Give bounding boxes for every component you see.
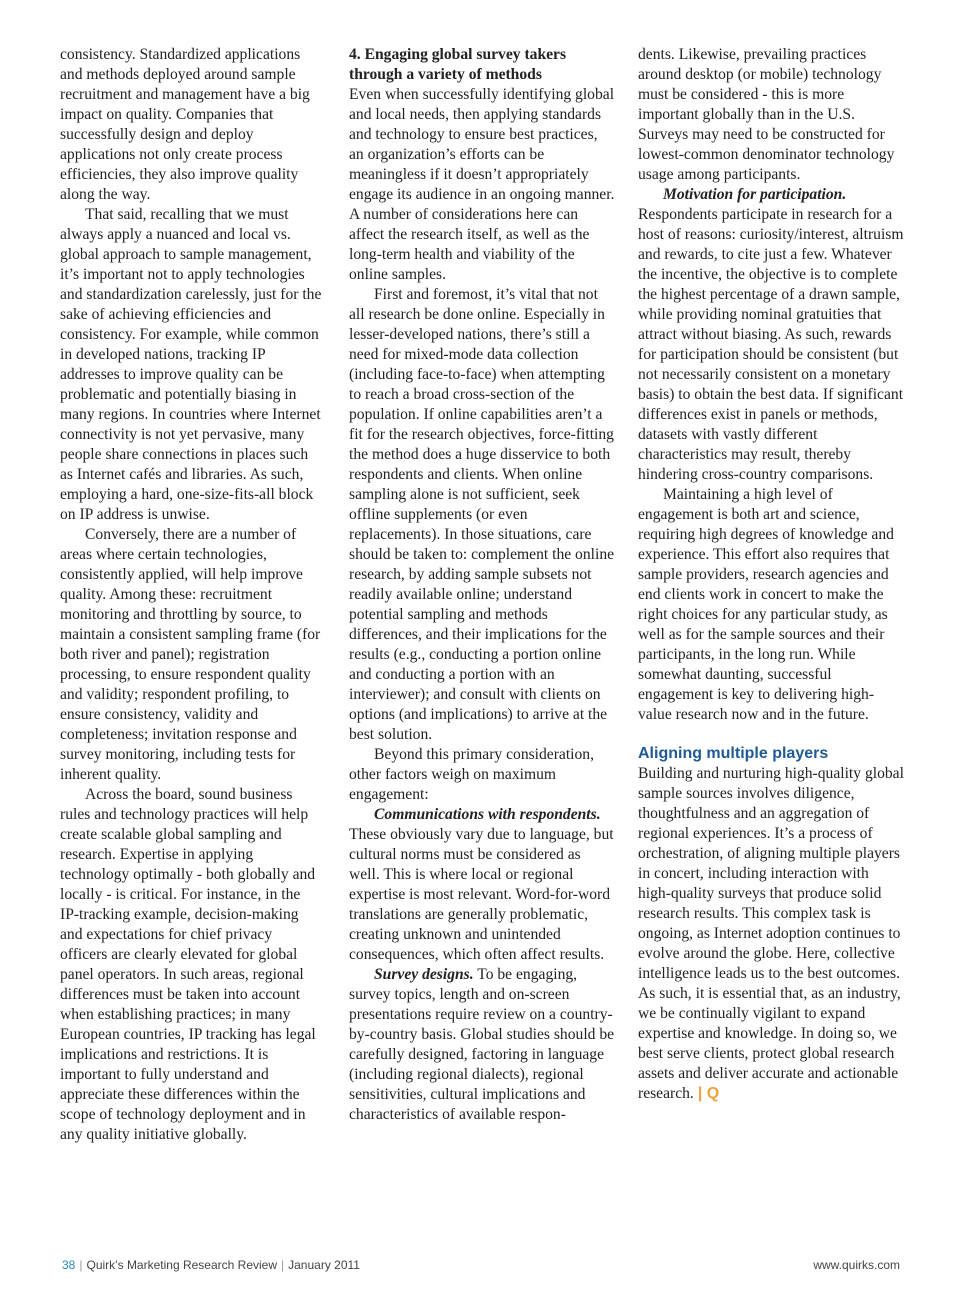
section-subhead: Aligning multiple players [638,745,829,762]
paragraph: Even when successfully identifying global and local needs, then applying standards and technology to ensure best practices, an organization’s efforts can be meaningless if it doesn’t appropriately engage its audience in an ongoing manner. A number of considerations here can affect the research itself, as well as the long-term health and viability of the online samples. [349,86,615,283]
page-footer [62,1257,900,1273]
paragraph: consistency. Standardized applications and methods deployed around sample recruitment and management have a big impact on quality. Companies that successfully design and deploy applications not only create process efficiencies, they also improve quality along the way. [60,46,310,203]
paragraph-text: Building and nurturing high-quality global sample sources involves diligence, thoughtfulness and an aggregation of regional experiences. It’s a process of orchestration, of aligning multiple players in concert, including interaction with high-quality surveys that produce solid research results. This complex task is ongoing, as Internet adoption continues to evolve around the globe. Here, collective intelligence leads us to the best outcomes. As such, it is essential that, as an industry, we be continually vigilant to expand expertise and knowledge. In doing so, we best serve clients, protect global research assets and deliver accurate and actionable research. [638,765,904,1102]
column-2 [349,45,615,1125]
footer-separator: | [281,1258,285,1272]
paragraph-text: These obviously vary due to language, but cultural norms must be considered as well. This is where local or regional expertise is most relevant. Word-for-word translations are generally problematic, creating unknown and unintended consequences, which often affect results. [349,826,614,963]
column-3 [638,45,904,1104]
paragraph: That said, recalling that we must always apply a nuanced and local vs. global approach to sample management, it’s important not to apply technologies and standardization carelessly, just for the sake of achieving efficiencies and consistency. For example, while common in developed nations, tracking IP addresses to improve quality can be problematic and potentially biasing in many regions. In countries where Internet connectivity is not yet pervasive, many people share connections in places such as Internet cafés and libraries. As such, employing a hard, one-size-fits-all block on IP address is unwise. [60,206,322,523]
paragraph [349,965,615,1125]
website-url: www.quirks.com [813,1258,900,1272]
paragraph: First and foremost, it’s vital that not all research be done online. Especially in lesser-developed nations, there’s still a need for mixed-mode data collection (including face-to-face) when attempting to reach a broad cross-section of the population. If online capabilities aren’t a fit for the research objectives, force-fitting the method does a huge disservice to both respondents and clients. When online sampling alone is not sufficient, seek offline supplements (or even replacements). In those situations, care should be taken to: complement the online research, by adding sample subsets not readily available online; understand potential sampling and methods differences, and their implications for the results (e.g., conducting a portion online and conducting a portion with an interviewer); and consult with clients on options (and implications) to arrive at the best solution. [349,286,615,743]
end-mark: | Q [697,1085,720,1102]
footer-separator: | [79,1258,83,1272]
run-in-heading: Survey designs. [374,966,474,983]
paragraph-text: Respondents participate in research for a host of reasons: curiosity/interest, altruism and rewards, to cite just a few. Whatever the incentive, the objective is to complete the highest percentage of a drawn sample, while providing nominal gratuities that attract without biasing. As such, rewards for participation should be consistent (but not necessarily consistent on a monetary basis) to obtain the best data. If significant differences exist in panels or methods, datasets with vastly different characteristics may result, thereby hindering cross-country comparisons. [638,206,904,483]
paragraph: Across the board, sound business rules and technology practices will help create scalable global sampling and research. Expertise in applying technology optimally - both globally and locally - is critical. For instance, in the IP-tracking example, decision-making and expectations for chief privacy officers are clearly elevated for global panel operators. In such areas, regional differences must be taken into account when establishing practices; in many European countries, IP tracking has legal implications and restrictions. It is important to fully understand and appreciate these differences within the scope of technology deployment and in any quality initiative globally. [60,786,316,1143]
paragraph [349,805,615,965]
section-heading: 4. Engaging global survey takers through a variety of methods [349,46,567,83]
paragraph [638,185,904,485]
run-in-heading: Communications with respondents. [374,806,601,823]
publication-name: Quirk’s Marketing Research Review [86,1258,277,1272]
paragraph [638,764,904,1104]
paragraph: Conversely, there are a number of areas where certain technologies, consistently applied, will help improve quality. Among these: recruitment monitoring and throttling by source, to maintain a consistent sampling frame (for both river and panel); registration processing, to ensure respondent quality and validity; respondent profiling, to ensure consistency, validity and completeness; invitation response and survey monitoring, including tests for inherent quality. [60,526,321,783]
paragraph: Beyond this primary consideration, other factors weigh on maximum engagement: [349,746,595,803]
page-number: 38 [62,1258,76,1272]
paragraph: Maintaining a high level of engagement is both art and science, requiring high degrees of knowledge and experience. This effort also requires that sample providers, research agencies and end clients work in concert to make the right choices for any particular study, as well as for the sample sources and their participants, in the long run. While somewhat daunting, successful engagement is key to delivering high-value research now and in the future. [638,486,894,723]
column-1 [60,45,322,1145]
paragraph-text: To be engaging, survey topics, length and on-screen presentations require review on a country-by-country basis. Global studies should be carefully designed, factoring in language (including regional dialects), regional sensitivities, cultural implications and characteristics of available respon- [349,966,615,1123]
run-in-heading: Motivation for participation. [663,186,847,203]
paragraph: dents. Likewise, prevailing practices around desktop (or mobile) technology must be considered - this is more important globally than in the U.S. Surveys may need to be constructed for lowest-common denominator technology usage among participants. [638,46,895,183]
issue-date: January 2011 [288,1258,360,1272]
